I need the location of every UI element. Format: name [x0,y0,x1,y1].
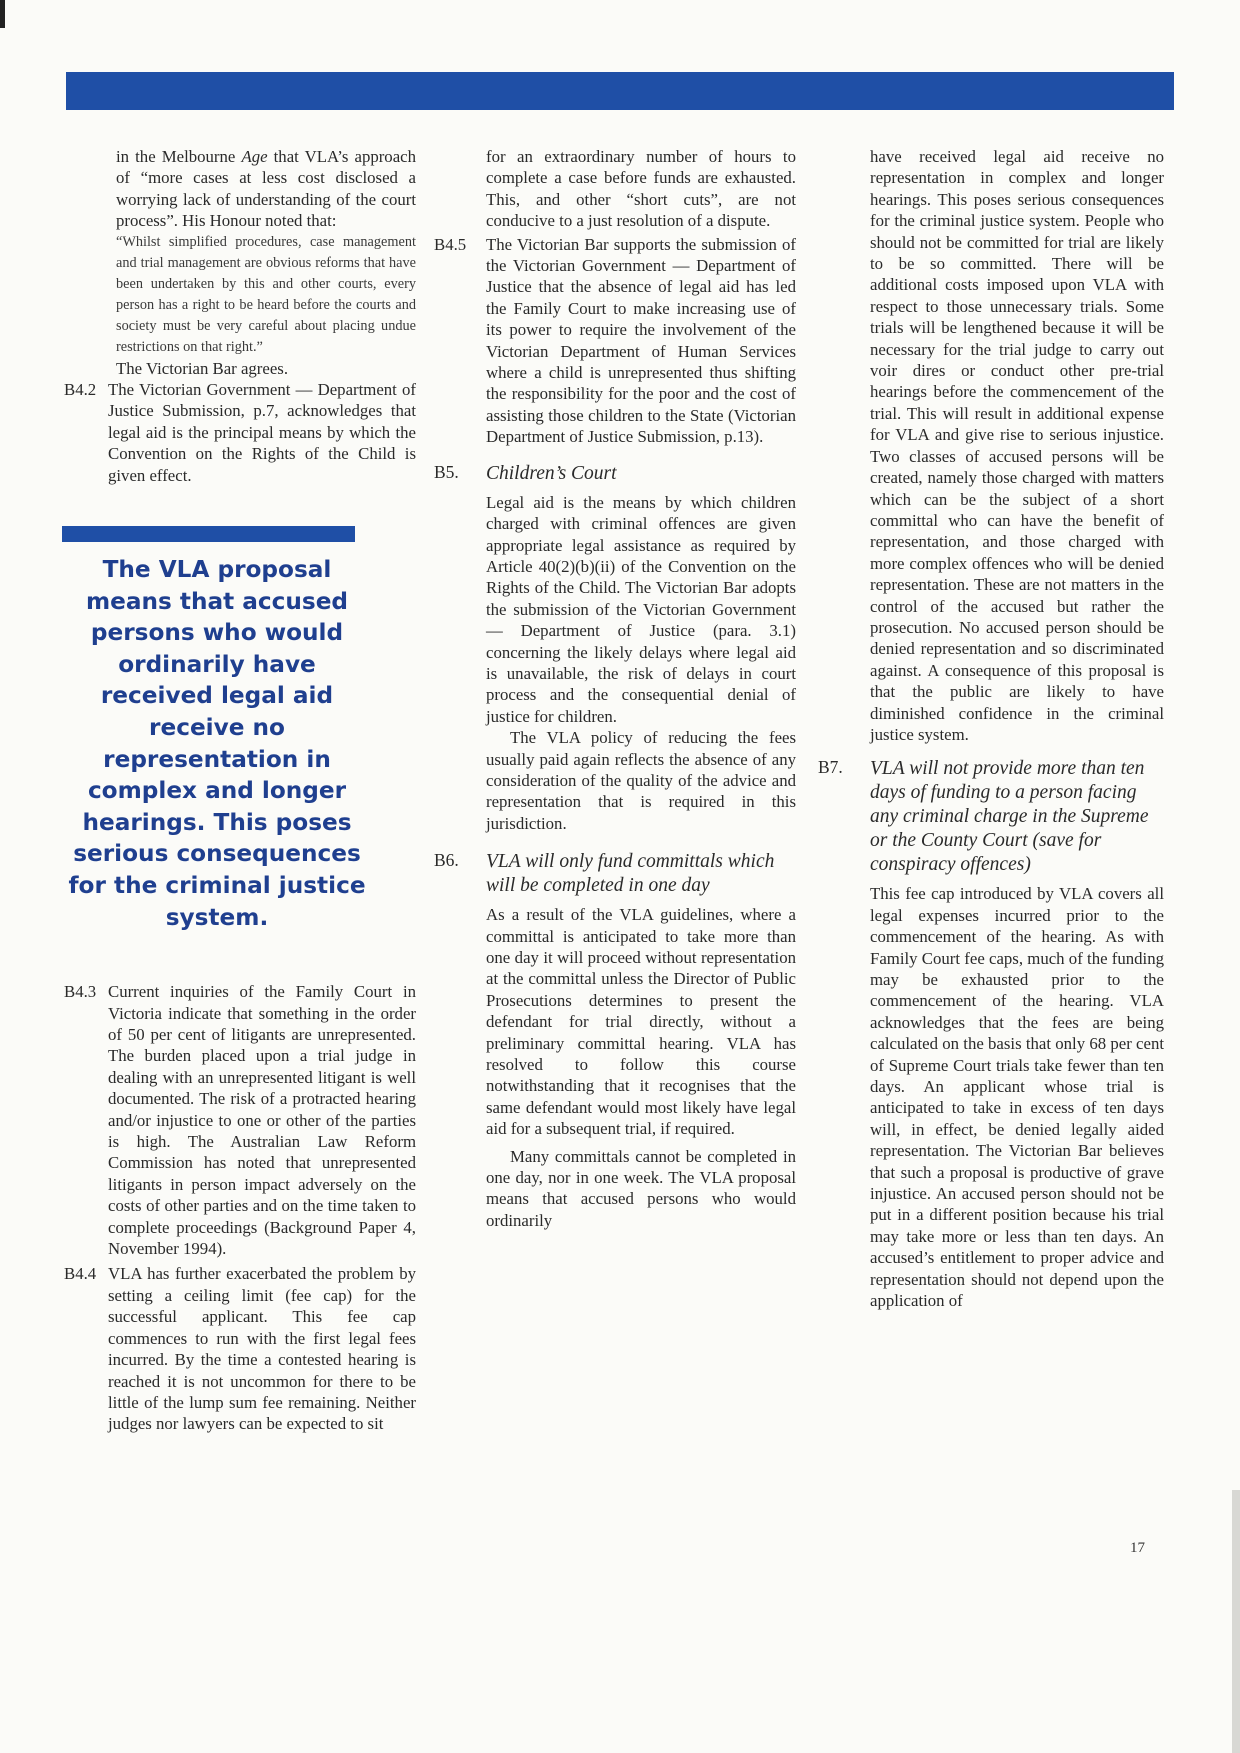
section-number: B4.4 [64,1264,97,1284]
agrees-line: The Victorian Bar agrees. [116,358,289,378]
pull-quote: The VLA proposal means that accused persons who would ordinarily have received legal aid receive no representation in complex and longer hearings. This poses serious consequences for the criminal justice system. [68,556,366,931]
section-b7-heading [818,757,1164,877]
section-text: VLA has further exacerbated the problem by setting a ceiling limit (fee cap) for the successful applicant. This fee cap commences to run with the first legal fees incurred. By the time a contested hearing is reached it is not uncommon for there to be little of the lump sum fee remaining. Neither judges nor lawyers can be expected to sit [108,1264,416,1434]
section-text: Current inquiries of the Family Court in Victoria indicate that something in the order of 50 per cent of litigants are unrepresented. The burden placed upon a trial judge in dealing with an unrepresented litigant is well documented. The risk of a protracted hearing and/or injustice to one or other of the parties is high. The Australian Law Reform Commission has noted that unrepresented litigants in person impact adversely on the costs of other parties and on the time taken to complete proceedings (Background Paper 4, November 1994). [108,982,416,1259]
continuation-paragraph: have received legal aid receive no representation in complex and longer hearings. This poses serious consequences for the criminal justice system. People who should not be committed for trial are likely to be so committed. There will be additional costs imposed upon VLA with respect to those unnecessary trials. Some trials will be lengthened because it will be necessary for the trial judge to carry out voir dires or conduct other pre-trial hearings before the commencement of the trial. This will result in additional expense for VLA and give rise to serious injustice. Two classes of accused persons will be created, namely those charged with matters which can be the subject of a short committal who can have the benefit of representation, and those charged with more complex offences who will be denied representation. These are not matters in the control of the accused but rather the prosecution. No accused person should be denied representation and so discriminated against. A consequence of this proposal is that the public are likely to have diminished confidence in the criminal justice system. [870,147,1164,744]
section-number: B4.3 [64,982,97,1002]
section-b4-3 [64,981,416,1259]
section-text: The Victorian Bar supports the submission of the Victorian Government — Department of Justice that the absence of legal aid has led the Family Court to make increasing use of its power to require the involvement of the Victorian Department of Human Services where a child is unrepresented thus shifting the responsibility for the poor and the cost of assisting those children to the State (Victorian Department of Justice Submission, p.13). [486,234,796,447]
section-b6-heading [434,850,796,898]
b6-paragraph-1: As a result of the VLA guidelines, where a committal is anticipated to take more than one day it will proceed without representation at the committal unless the Director of Public Prosecutions determines to present the defendant for trial directly, without a preliminary committal hearing. VLA has resolved to follow this course notwithstanding that it recognises that the same defendant would most likely have legal aid for a subsequent trial, if required. [486,905,796,1139]
section-title: VLA will not provide more than ten days of funding to a person facing any criminal charge in the Supreme or the County Court (save for conspiracy offences) [870,758,1149,876]
section-text: The Victorian Government — Department of Justice Submission, p.7, acknowledges that legal aid is the principal means by which the Convention on the Rights of the Child is given effect. [108,380,416,485]
section-number: B4.5 [434,234,467,254]
section-b4-2 [64,379,416,486]
b7-paragraph-1: This fee cap introduced by VLA covers all legal expenses incurred prior to the commencement of the hearing. As with Family Court fee caps, much of the funding may be exhausted prior to the commencement of the hearing. VLA acknowledges that the fees are being calculated on the basis that only 68 per cent of Supreme Court trials take fewer than ten days. An applicant whose trial is anticipated to take in excess of ten days will, in effect, be denied legally aided representation. The Victorian Bar believes that such a proposal is productive of grave injustice. An accused person should not be put in a different position because his trial may take more or less than ten days. An accused’s entitlement to proper advice and representation should not depend upon the application of [870,884,1164,1311]
column-3 [818,146,1164,1312]
b6-paragraph-2: Many committals cannot be completed in one day, nor in one week. The VLA proposal means that accused persons who would ordinarily [486,1146,796,1230]
intro-paragraph [116,146,416,232]
section-title: Children’s Court [486,462,617,484]
section-b4-4 [64,1263,416,1434]
intro-age-italic: Age [241,147,268,166]
page-number: 17 [1130,1540,1145,1556]
section-b4-5 [434,234,796,448]
intro-text-a: in the Melbourne [116,147,242,166]
column-1 [64,146,416,1435]
section-number: B6. [434,850,459,871]
section-number: B5. [434,461,459,482]
section-b5-heading [434,462,796,486]
page-edge-shadow [1232,1490,1240,1753]
continuation-paragraph: for an extraordinary number of hours to complete a case before funds are exhausted. This, and other “short cuts”, are not conducive to a just resolution of a dispute. [486,147,796,231]
section-title: VLA will only fund committals which will be completed in one day [486,851,775,897]
pull-quote-bar [62,526,355,542]
header-color-bar [66,72,1174,110]
section-number: B7. [818,757,843,778]
b5-paragraph-1: Legal aid is the means by which children charged with criminal offences are given appropriate legal assistance as required by Article 40(2)(b)(ii) of the Convention on the Rights of the Child. The Victorian Bar adopts the submission of the Victorian Government — Department of Justice (para. 3.1) concerning the likely delays where legal aid is unavailable, the risk of delays in court process and the consequential denial of justice for children. [486,492,796,726]
section-number: B4.2 [64,380,97,400]
b5-paragraph-2: The VLA policy of reducing the fees usually paid again reflects the absence of any consideration of the quality of the advice and representation that is required in this jurisdiction. [486,728,796,833]
intro-text-b: that VLA’s approach of “more cases at less cost disclosed a worrying lack of understanding of the court process”. His Honour noted that: [116,147,416,231]
block-quote: “Whilst simplified procedures, case management and trial management are obvious reforms that have been undertaken by this and other courts, every person has a right to be heard before the courts and society must be very careful about placing undue restrictions on that right.” [116,233,416,355]
page-edge-mark [0,0,5,28]
column-2 [434,146,796,1231]
